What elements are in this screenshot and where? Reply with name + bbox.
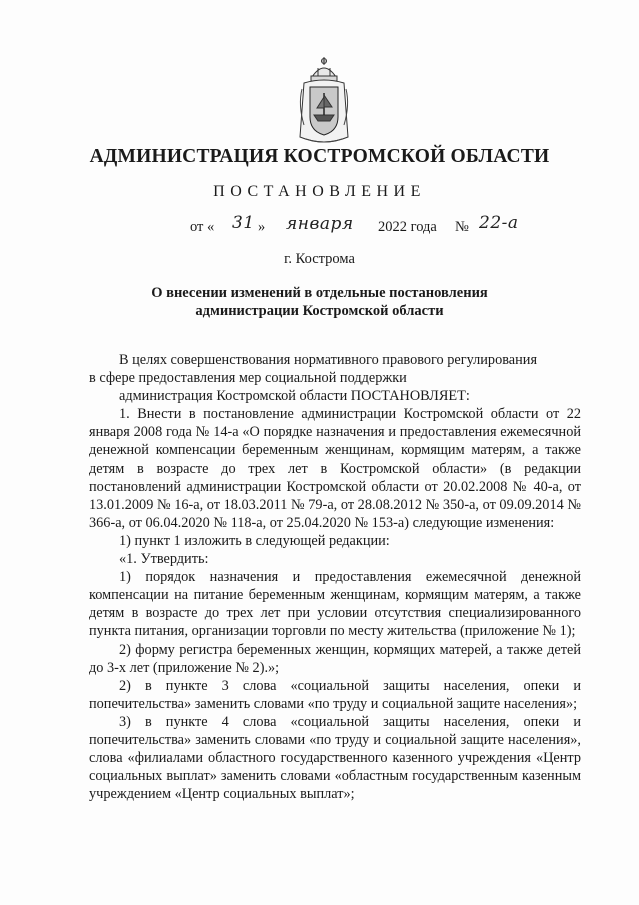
subitem-2: 2) в пункте 3 слова «социальной защиты населения, опеки и попечительства» заменить словами «по труду и социальной защите населения»; bbox=[89, 677, 581, 712]
subitem-1: 1) пункт 1 изложить в следующей редакции: bbox=[119, 532, 390, 549]
date-month-handwritten: января bbox=[286, 214, 354, 234]
quoted-subitem-2: 2) форму регистра беременных женщин, кормящих матерей, а также детей до 3-х лет (приложение № 2).»; bbox=[89, 641, 581, 676]
quoted-subitem-1: 1) порядок назначения и предоставления ежемесячной денежной компенсации на питание беременным женщинам, кормящим матерям, а также детям в возрасте до трех лет при условии отсутствия специализированного пункта питания, организации торговли по месту жительства (приложение № 1); bbox=[89, 569, 581, 640]
document-subject bbox=[0, 284, 639, 320]
subitem-3: 3) в пункте 4 слова «социальной защиты населения, опеки и попечительства» заменить словами «по труду и социальной защите населения», слова «филиалами областного государственного казенного учреждения «Центр социальных выплат» заменить словами «областным государственным казенным учреждением «Центр социальных выплат»; bbox=[89, 713, 581, 803]
date-day-handwritten: 31 bbox=[232, 213, 255, 233]
document-number-label: № bbox=[455, 219, 469, 235]
city-line: г. Кострома bbox=[284, 251, 355, 267]
intro-line-1: В целях совершенствования нормативного правового регулирования bbox=[119, 352, 538, 368]
subject-line-2: администрации Костромской области bbox=[195, 303, 444, 319]
intro-line-2: в сфере предоставления мер социальной поддержки bbox=[89, 370, 407, 387]
intro-line-3: администрация Костромской области ПОСТАНОВЛЯЕТ: bbox=[119, 388, 470, 405]
document-body bbox=[89, 351, 581, 803]
document-type: ПОСТАНОВЛЕНИЕ bbox=[213, 183, 426, 200]
date-prefix: от « bbox=[190, 219, 215, 235]
amendment-item-1: 1. Внести в постановление администрации Костромской области от 22 января 2008 года № 14-а «О порядке назначения и предоставления ежемесячной денежной компенсации беременным женщинам, кормящим матерям, а также детям в возрасте до трех лет в Костромской области» (в редакции постановлений администрации Костромской области от 20.02.2008 № 40-а, от 13.01.2009 № 16-а, от 18.03.2011 № 79-а, от 28.08.2012 № 350-а, от 09.09.2014 № 366-а, от 06.04.2020 № 118-а, от 25.04.2020 № 153-а) следующие изменения: bbox=[89, 406, 581, 531]
subject-line-1: О внесении изменений в отдельные постановления bbox=[151, 285, 488, 301]
document-number-handwritten: 22-а bbox=[479, 213, 519, 233]
quoted-item-1: «1. Утвердить: bbox=[119, 551, 209, 568]
date-year: 2022 года bbox=[378, 219, 437, 235]
organization-title: АДМИНИСТРАЦИЯ КОСТРОМСКОЙ ОБЛАСТИ bbox=[89, 146, 550, 167]
date-quote-close: » bbox=[258, 219, 266, 235]
kostroma-coat-of-arms-icon bbox=[294, 55, 354, 147]
